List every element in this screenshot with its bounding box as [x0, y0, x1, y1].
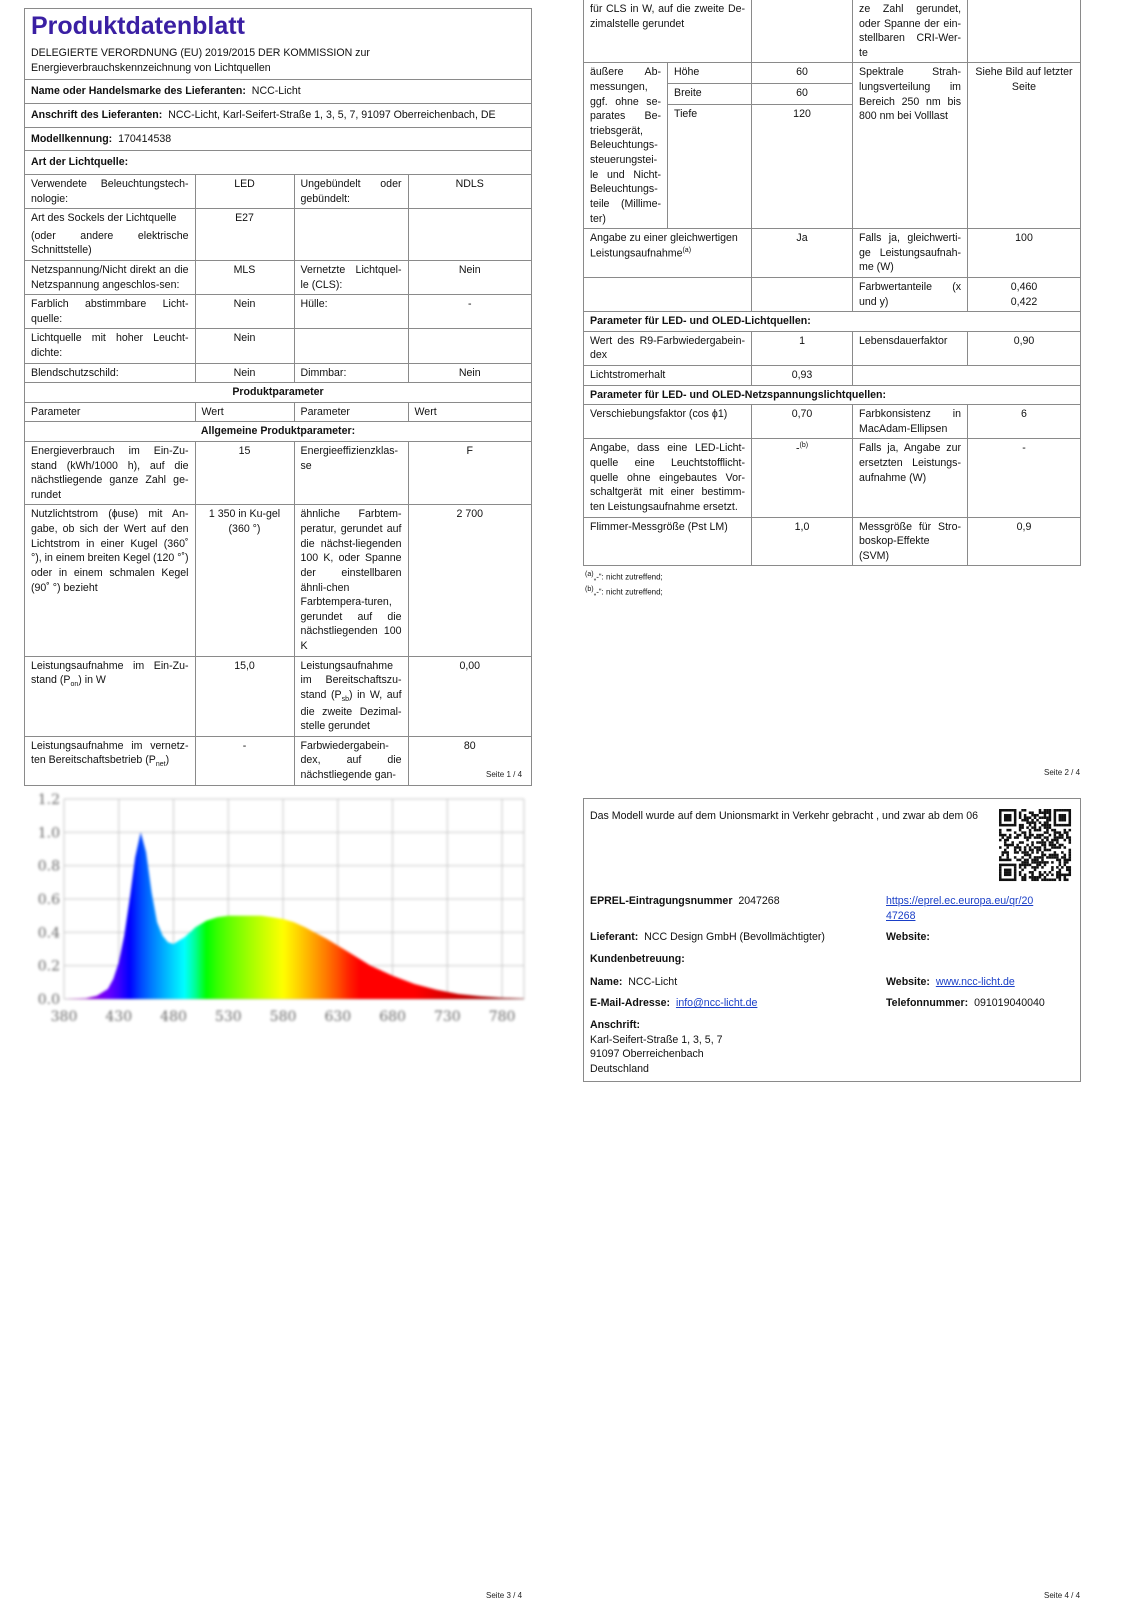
table-row — [584, 366, 1081, 386]
table-cell: 0,70 — [752, 405, 853, 439]
table-cell — [408, 329, 531, 363]
table-cell — [294, 209, 408, 261]
table-cell: Farbkonsistenz in MacAdam-Ellipsen — [853, 405, 968, 439]
table-cell: Messgröße für Stro-boskop-Effekte (SVM) — [853, 517, 968, 566]
table-cell: LED — [195, 174, 294, 208]
light-source-type-label: Art der Lichtquelle: — [31, 156, 129, 169]
table-cell — [968, 277, 1081, 311]
table-cell: 0,90 — [968, 331, 1081, 365]
y-tick-label: 0.8 — [37, 858, 60, 875]
customer-care-row — [590, 952, 685, 967]
table-cell: Farblich abstimmbare Licht-quelle: — [25, 295, 195, 329]
table-row — [584, 405, 1081, 439]
x-tick-label: 430 — [105, 1009, 133, 1025]
table-cell: Hülle: — [294, 295, 408, 329]
x-tick-label: 380 — [50, 1009, 78, 1025]
page-number: Seite 4 / 4 — [1044, 1591, 1081, 1600]
table-cell: Lichtquelle mit hoher Leucht-dichte: — [25, 329, 195, 363]
email-link[interactable]: info@ncc-licht.de — [675, 997, 758, 1009]
dimension-name: Breite — [668, 84, 752, 105]
chroma-x-value: 0,460 — [1010, 280, 1038, 293]
footnote-text: „-“: nicht zutreffend; — [593, 572, 663, 582]
x-tick-label: 480 — [160, 1009, 187, 1025]
table-cell: Falls ja, Angabe zur ersetzten Leistungs-aufnahme (W) — [853, 439, 968, 517]
table-row — [25, 209, 531, 261]
table-cell: - — [408, 295, 531, 329]
phone-value: 091019040040 — [974, 997, 1045, 1009]
table-row — [25, 402, 531, 422]
table-cell: Angabe, dass eine LED-Licht-quelle eine Leuchtstofflicht-quelle ohne eingebautes Vor-schaltgerät mit einer bestimm-ten Leistungsaufnahme ersetzt. — [584, 439, 752, 517]
table-cell — [25, 736, 195, 785]
table-row — [584, 517, 1081, 566]
page-number: Seite 2 / 4 — [1044, 768, 1081, 777]
table-cell: Dimmbar: — [294, 363, 408, 383]
website-label: Website: — [886, 931, 930, 943]
model-value: 170414538 — [118, 132, 172, 145]
website2-row — [886, 975, 1015, 990]
table-cell: 0,00 — [408, 656, 531, 736]
table-cell: Nein — [195, 329, 294, 363]
table-cell: NDLS — [408, 174, 531, 208]
table-cell — [968, 0, 1081, 63]
table-cell: Verschiebungsfaktor (cos ϕ1) — [584, 405, 752, 439]
table-cell: 100 — [968, 229, 1081, 278]
table-row — [584, 63, 1081, 84]
column-header-param: Parameter — [294, 402, 408, 422]
table-row — [25, 442, 531, 505]
table-row — [25, 736, 531, 785]
supplier-row — [590, 930, 825, 945]
eprel-row — [590, 894, 780, 909]
table-row — [584, 331, 1081, 365]
table-cell: 0,93 — [752, 366, 853, 386]
table-cell: Energieeffizienzklas-se — [294, 442, 408, 505]
footnote-mark: (a) — [585, 571, 594, 579]
text: Leistungsaufnahme im Ein-Zu-stand (P — [31, 659, 189, 687]
table-cell: Nutzlichtstrom (ɸuse) mit An-gabe, ob sich der Wert auf den Lichtstrom in einer Kugel (360˚ °), in einem breiten Kegel (120 °˚) oder in einem schmalen Kegel (90˚ °) bezieht — [25, 505, 195, 656]
table-cell — [752, 0, 853, 63]
table-cell: Ungebündelt oder gebündelt: — [294, 174, 408, 208]
footnote-mark: (b) — [799, 442, 809, 450]
x-tick-label: 780 — [488, 1009, 516, 1025]
table-cell — [294, 656, 408, 736]
table-cell — [752, 277, 853, 311]
table-row — [25, 422, 531, 442]
table-row — [25, 383, 531, 403]
text: Angabe zu einer gleichwertigen Leistungsaufnahme — [590, 232, 738, 260]
table-row — [25, 260, 531, 294]
y-tick-label: 0.0 — [37, 992, 60, 1008]
x-tick-label: 530 — [214, 1009, 242, 1025]
footnote-a — [583, 570, 1081, 583]
text: Leistungsaufnahme im vernetz-ten Bereitschaftsbetrieb (P — [31, 739, 189, 767]
subtitle-line-1: DELEGIERTE VERORDNUNG (EU) 2019/2015 DER KOMMISSION zur — [31, 47, 370, 60]
table-cell — [294, 329, 408, 363]
dimension-name: Tiefe — [668, 105, 752, 229]
column-header-value: Wert — [195, 402, 294, 422]
table-cell: MLS — [195, 260, 294, 294]
table-cell: äußere Ab-messungen, ggf. ohne se-parates Be-triebsgerät, Beleuchtungs-steuerungstei-le und Nicht-Beleuchtungs-teile (Millime-ter) — [584, 63, 668, 229]
y-tick-label: 1.2 — [37, 792, 60, 808]
page-title: Produktdatenblatt — [31, 12, 245, 40]
table-cell: Nein — [408, 260, 531, 294]
page-number: Seite 1 / 4 — [486, 770, 523, 779]
footnote-mark: (b) — [585, 586, 594, 594]
led-params-heading: Parameter für LED- und OLED-Lichtquellen: — [584, 312, 1081, 332]
supplier-address-row — [25, 104, 531, 128]
table-cell: Farbwiedergabein-dex, auf die nächstliegende gan- — [294, 736, 408, 785]
email-label: E-Mail-Adresse: — [590, 997, 671, 1009]
x-tick-label: 630 — [324, 1009, 352, 1025]
table-row — [25, 656, 531, 736]
dimension-name: Höhe — [668, 63, 752, 84]
text: ) in W, auf die zweite Dezimal-stelle gerundet — [300, 688, 402, 733]
table-cell: Siehe Bild auf letzter Seite — [968, 63, 1081, 229]
table-cell: Ja — [752, 229, 853, 278]
address-line-2: 91097 Oberreichenbach — [590, 1048, 704, 1061]
footnote-mark: (a) — [682, 246, 692, 254]
text: ) — [165, 754, 170, 767]
spectrum-area — [24, 785, 532, 1045]
table-row — [584, 312, 1081, 332]
dimension-value: 60 — [752, 84, 853, 105]
table-cell: 1,0 — [752, 517, 853, 566]
table-row — [25, 363, 531, 383]
table-cell: Nein — [195, 295, 294, 329]
table-row — [25, 505, 531, 656]
page-2 — [583, 0, 1081, 597]
page-1 — [24, 8, 532, 781]
table-cell: Spektrale Strah-lungsverteilung im Bereich 250 nm bis 800 nm bei Volllast — [853, 63, 968, 229]
socket-label-note: (oder andere elektrische Schnittstelle) — [31, 229, 189, 257]
parameters-table-continued — [583, 0, 1081, 566]
table-row — [584, 385, 1081, 405]
address-label: Anschrift: — [590, 1019, 641, 1031]
table-cell: Nein — [408, 363, 531, 383]
x-tick-label: 730 — [433, 1009, 461, 1025]
table-cell — [408, 209, 531, 261]
eprel-label: EPREL-Eintragungsnummer — [590, 895, 733, 907]
table-cell: 2 700 — [408, 505, 531, 656]
footnote-text: „-“: nicht zutreffend; — [593, 587, 663, 597]
page-number: Seite 3 / 4 — [486, 1591, 523, 1600]
table-cell: E27 — [195, 209, 294, 261]
qr-code-icon[interactable] — [999, 809, 1071, 881]
table-cell: F — [408, 442, 531, 505]
eprel-link[interactable] — [886, 894, 1033, 923]
supplier-name-value: NCC-Licht — [251, 85, 301, 98]
table-cell: Netzspannung/Nicht direkt an die Netzspannung angeschlos-sen: — [25, 260, 195, 294]
table-row — [584, 0, 1081, 63]
supplier-value: NCC Design GmbH (Bevollmächtigter) — [644, 931, 825, 943]
supplier-name-label: Name oder Handelsmarke des Lieferanten: — [31, 85, 246, 98]
table-cell: 1 350 in Ku-gel (360 °) — [195, 505, 294, 656]
table-cell — [752, 439, 853, 517]
name-row — [590, 975, 677, 990]
table-cell — [853, 366, 1081, 386]
table-cell — [584, 277, 752, 311]
dimension-value: 60 — [752, 63, 853, 84]
table-cell: - — [968, 439, 1081, 517]
table-cell: 15,0 — [195, 656, 294, 736]
subtitle-line-2: Energieverbrauchskennzeichnung von Lichtquellen — [31, 61, 271, 74]
eprel-value: 2047268 — [738, 895, 780, 907]
table-cell: Lebensdauerfaktor — [853, 331, 968, 365]
socket-label: Art des Sockels der Lichtquelle — [31, 212, 177, 225]
name-value: NCC-Licht — [628, 976, 678, 988]
text: - — [795, 442, 800, 455]
text: ) in W — [78, 674, 106, 687]
website2-link[interactable]: www.ncc-licht.de — [935, 976, 1015, 988]
table-cell: ze Zahl gerundet, oder Spanne der ein-stellbaren CRI-Wer-te — [853, 0, 968, 63]
table-cell: Blendschutzschild: — [25, 363, 195, 383]
table-cell — [25, 209, 195, 261]
address-block — [590, 1018, 722, 1076]
table-row — [584, 229, 1081, 278]
text: Leistungsaufnahme im Bereitschaftszu-stand (P — [300, 659, 402, 701]
website2-label: Website: — [886, 976, 930, 988]
column-header-param: Parameter — [25, 402, 195, 422]
table-cell: Farbwertanteile (x und y) — [853, 277, 968, 311]
table-cell: für CLS in W, auf die zweite De-zimalstelle gerundet — [584, 0, 752, 63]
model-label: Modellkennung: — [31, 132, 113, 145]
supplier-label: Lieferant: — [590, 931, 639, 943]
y-tick-label: 0.4 — [37, 925, 60, 942]
table-cell: 80 — [408, 736, 531, 785]
y-tick-label: 0.2 — [37, 958, 60, 975]
address-line-1: Karl-Seifert-Straße 1, 3, 5, 7 — [590, 1033, 723, 1046]
supplier-address-label: Anschrift des Lieferanten: — [31, 109, 163, 122]
website-row — [886, 930, 930, 945]
y-tick-label: 0.6 — [37, 892, 60, 908]
supplier-name-row — [25, 80, 531, 104]
phone-row — [886, 996, 1045, 1011]
spectrum-chart — [24, 785, 532, 1045]
table-cell: 0,9 — [968, 517, 1081, 566]
regulation-subtitle — [25, 42, 531, 80]
email-row — [590, 996, 757, 1011]
table-cell — [584, 229, 752, 278]
product-params-heading: Produktparameter — [25, 383, 531, 403]
table-cell: ähnliche Farbtem-peratur, gerundet auf die nächst-liegenden 100 K, oder Spanne der einstellbaren ähnli-chen Farbtempera-turen, gerundet auf die nächstliegenden 100 K — [294, 505, 408, 656]
table-cell: Vernetzte Lichtquel-le (CLS): — [294, 260, 408, 294]
address-line-3: Deutschland — [590, 1062, 649, 1075]
subscript: sb — [341, 695, 349, 703]
table-row — [25, 295, 531, 329]
subscript: on — [70, 681, 79, 689]
table-row — [25, 174, 531, 208]
datasheet-frame — [24, 8, 532, 786]
subscript: net — [155, 761, 166, 769]
light-source-table — [25, 174, 531, 786]
table-row — [584, 439, 1081, 517]
eprel-link-line-1[interactable]: https://eprel.ec.europa.eu/qr/20 — [886, 895, 1034, 907]
table-cell: 6 — [968, 405, 1081, 439]
table-cell: Flimmer-Messgröße (Pst LM) — [584, 517, 752, 566]
supplier-address-value: NCC-Licht, Karl-Seifert-Straße 1, 3, 5, 7, 91097 Oberreichenbach, DE — [168, 109, 496, 122]
table-cell: Nein — [195, 363, 294, 383]
table-cell: Lichtstromerhalt — [584, 366, 752, 386]
general-params-heading: Allgemeine Produktparameter: — [25, 422, 531, 442]
chroma-y-value: 0,422 — [1010, 295, 1038, 308]
page-4 — [583, 798, 1081, 1082]
x-tick-label: 580 — [269, 1009, 297, 1025]
light-source-type-row — [25, 151, 531, 174]
phone-label: Telefonnummer: — [886, 997, 969, 1009]
footnote-b — [583, 585, 1081, 598]
table-row — [584, 277, 1081, 311]
table-cell: Energieverbrauch im Ein-Zu-stand (kWh/1000 h), auf die nächstliegende ganze Zahl ge-rundet — [25, 442, 195, 505]
page-3 — [24, 785, 532, 1045]
model-row — [25, 128, 531, 152]
mains-params-heading: Parameter für LED- und OLED-Netzspannungslichtquellen: — [584, 385, 1081, 405]
table-cell: Wert des R9-Farbwiedergabein-dex — [584, 331, 752, 365]
table-cell: 15 — [195, 442, 294, 505]
customer-care-label: Kundenbetreuung: — [590, 953, 685, 965]
market-date-text: Das Modell wurde auf dem Unionsmarkt in Verkehr gebracht , und zwar ab dem 06 — [590, 810, 979, 822]
y-tick-label: 1.0 — [37, 825, 60, 842]
table-cell: Falls ja, gleichwerti-ge Leistungsaufnah-me (W) — [853, 229, 968, 278]
x-tick-label: 680 — [379, 1009, 406, 1025]
table-row — [25, 329, 531, 363]
table-cell — [25, 656, 195, 736]
table-cell: - — [195, 736, 294, 785]
column-header-value: Wert — [408, 402, 531, 422]
eprel-link-line-2[interactable]: 47268 — [886, 909, 916, 922]
dimension-value: 120 — [752, 105, 853, 229]
name-label: Name: — [590, 976, 623, 988]
table-cell: Verwendete Beleuchtungstech-nologie: — [25, 174, 195, 208]
table-cell: 1 — [752, 331, 853, 365]
